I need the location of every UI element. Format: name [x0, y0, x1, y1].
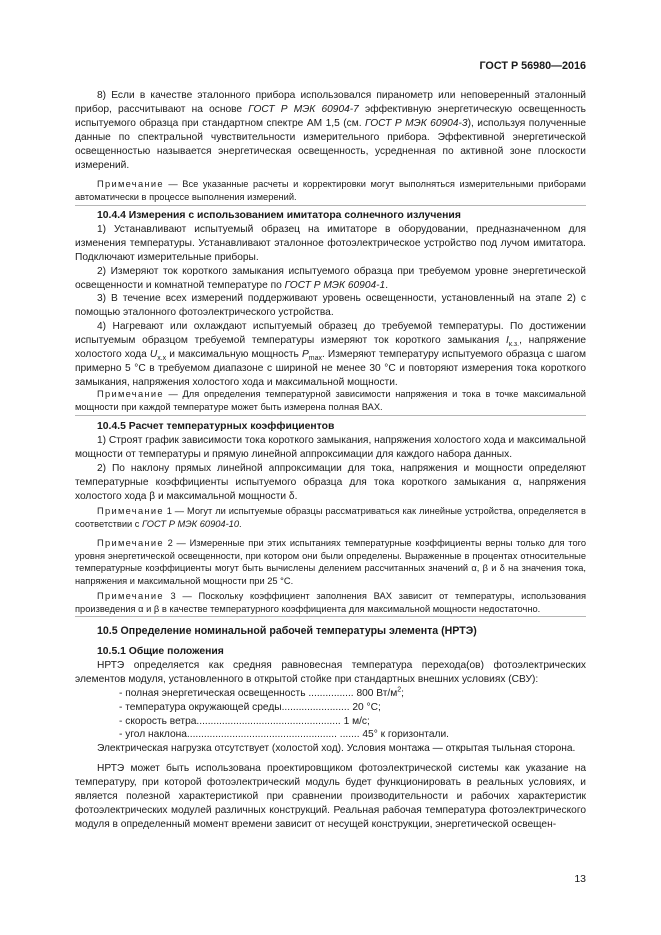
- paragraph-item-8: [75, 89, 586, 172]
- page-number: 13: [574, 873, 586, 885]
- list-item-value: 20 °С;: [349, 701, 381, 713]
- symbol-voc-sub: х.х: [157, 355, 167, 363]
- section-10-4-4: [75, 209, 586, 390]
- list-item-leader: ..................................................... .......: [186, 729, 360, 741]
- note-label: Примечание: [97, 506, 164, 516]
- s1044-item-4-text-d: . Измеряют температуру испытуемого образца с шагом примерно 5 °С в требуемом диапазоне с шириной не менее 30 °С и повторяют измерения тока короткого замыкания, напряжения холостого хода и максимальной мощности.: [75, 349, 587, 388]
- reference-gost-60904-1: ГОСТ Р МЭК 60904-1: [284, 279, 386, 291]
- note-full-iv-curve: [75, 388, 586, 413]
- item-8-text-a: 8) Если в качестве эталонного прибора использовался пиранометр или неповеренный эталонный прибор, рассчитывают на основе: [75, 90, 586, 115]
- symbol-pmax: P: [301, 349, 309, 361]
- note-label: Примечание: [97, 389, 164, 399]
- list-item-value: 1 м/с;: [340, 715, 370, 727]
- note-number: 1: [163, 506, 172, 516]
- list-item-label: - полная энергетическая освещенность: [119, 687, 309, 699]
- note-text: Измеренные при этих испытаниях температурные коэффициенты верны только для того уровня энергетической освещенности, при котором они были определены. Выраженные в процентах относительные температурные коэффициенты могут быть вычислены делением рассчитанных значений α, β и δ на значения тока, напряжения и максимальной мощности при 25 °С.: [75, 538, 586, 586]
- note-3-fill-factor: [75, 590, 586, 615]
- item-8-text-b: эффективную энергетическую освещенность испытуемого образца при стандартном спектре АМ 1,5 (см.: [75, 103, 586, 129]
- section-10-5-1: [75, 645, 586, 832]
- note-number: 2: [163, 538, 173, 548]
- note-number: 3: [163, 591, 176, 601]
- symbol-isc: I: [506, 335, 509, 347]
- reference-gost-60904-7: ГОСТ Р МЭК 60904-7: [248, 103, 359, 115]
- list-item: [75, 701, 586, 715]
- note-1-linear-devices: [75, 505, 586, 530]
- section-10-4-5-title: 10.4.5 Расчет температурных коэффициентов: [97, 421, 335, 432]
- document-id-header: ГОСТ Р 56980—2016: [479, 60, 586, 72]
- list-item-end: ;: [401, 687, 405, 699]
- note-dash: —: [172, 538, 190, 548]
- note-dash: —: [175, 591, 199, 601]
- list-item: [75, 687, 586, 701]
- section-10-5: [75, 625, 586, 639]
- s1051-paragraph-1: НРТЭ определяется как средняя равновесная температура перехода(ов) фотоэлектрических элементов модуля, установленного в открытой стойке при стандартных внешних условиях (СВУ):: [75, 659, 586, 685]
- s1051-paragraph-3: НРТЭ может быть использована проектировщиком фотоэлектрической системы как указание на температуру, при которой фотоэлектрический модуль будет функционировать в реальных условиях, и является полезной характеристикой при сравнении производительности и рабочих характеристик фотоэлектрических модулей различных конструкций. Реальная рабочая температура фотоэлектрического модуля в определенный момент времени зависит от несущей конструкции, энергетической освещен-: [75, 763, 586, 830]
- note-text: Могут ли испытуемые образцы рассматриваться как линейные устройства, определяется в соответствии с: [75, 506, 586, 529]
- s1044-item-4-text-b: , напряжение холостого хода: [75, 335, 586, 361]
- list-item-label: - скорость ветра: [119, 715, 197, 727]
- section-10-4-5: [75, 420, 586, 503]
- list-item-label: - угол наклона: [119, 729, 187, 741]
- list-item-value: 800 Вт/м: [353, 687, 398, 699]
- list-item-leader: ...................................................: [196, 715, 341, 727]
- reference-gost-60904-3: ГОСТ Р МЭК 60904-3: [365, 117, 468, 129]
- s1051-paragraph-2: Электрическая нагрузка отсутствует (холостой ход). Условия монтажа — открытая тыльная сторона.: [97, 743, 576, 755]
- list-item-label: - температура окружающей среды: [119, 701, 282, 713]
- list-item: [75, 728, 586, 742]
- s1045-item-2: 2) По наклону прямых линейной аппроксимации для тока, напряжения и мощности определяют температурные коэффициенты испытуемого образца для тока короткого замыкания α, напряжения холостого хода β и максимальной мощности δ.: [75, 462, 586, 502]
- conditions-list: [75, 687, 586, 743]
- section-divider: [75, 616, 586, 617]
- symbol-voc: U: [149, 349, 158, 361]
- note-text: Для определения температурной зависимости напряжения и тока в точке максимальной мощности при каждой температуре может быть измерена полная ВАХ.: [75, 389, 586, 412]
- reference-gost-60904-10: ГОСТ Р МЭК 60904-10: [142, 518, 240, 529]
- section-10-4-4-title: 10.4.4 Измерения с использованием имитатора солнечного излучения: [97, 210, 461, 221]
- section-10-5-title: 10.5 Определение номинальной рабочей температуры элемента (НРТЭ): [97, 625, 477, 637]
- note-label: Примечание: [97, 179, 164, 189]
- s1045-item-1: 1) Строят график зависимости тока короткого замыкания, напряжения холостого хода и максимальной мощности от температуры и прямую линейной аппроксимации для каждого набора данных.: [75, 434, 586, 460]
- symbol-isc-sub: к.з.: [508, 341, 520, 349]
- s1044-item-2: [75, 265, 586, 293]
- note-text: Все указанные расчеты и корректировки могут выполняться измерительными приборами автоматически в процессе выполнения измерений.: [75, 179, 586, 202]
- s1044-item-4: [75, 320, 586, 390]
- note-label: Примечание: [97, 591, 164, 601]
- list-item-leader: ........................: [281, 701, 350, 713]
- section-divider: [75, 205, 586, 206]
- s1044-item-2-text: 2) Измеряют ток короткого замыкания испытуемого образца при требуемом уровне энергетической освещенности и комнатной температуре по: [75, 265, 586, 291]
- list-item: [75, 715, 586, 729]
- s1044-item-4-text-c: и максимальную мощность: [166, 349, 302, 361]
- note-text-end: .: [239, 518, 242, 529]
- note-dash: —: [163, 389, 183, 399]
- s1044-item-1: 1) Устанавливают испытуемый образец на имитаторе в оборудовании, предназначенном для изменения температуры. Устанавливают эталонное фотоэлектрическое устройство под лучом имитатора. Подключают измерительные приборы.: [75, 223, 586, 263]
- list-item-leader: ................: [308, 687, 354, 699]
- s1044-item-4-text-a: 4) Нагревают или охлаждают испытуемый образец до требуемой температуры. По достижении испытуемым образцом требуемой температуры измеряют ток короткого замыкания: [75, 321, 586, 347]
- section-10-5-1-title: 10.5.1 Общие положения: [97, 646, 224, 657]
- note-2-temperature-coefficients: [75, 537, 586, 587]
- list-item-value: 45° к горизонтали.: [359, 729, 449, 741]
- list-item-sup: 2: [397, 686, 402, 694]
- note-label: Примечание: [97, 538, 164, 548]
- note-dash: —: [171, 506, 187, 516]
- note-automation: [75, 178, 586, 203]
- s1044-item-3: 3) В течение всех измерений поддерживают уровень освещенности, установленный на этапе 2) с помощью эталонного фотоэлектрического устройства.: [75, 293, 586, 319]
- symbol-pmax-sub: max: [308, 355, 322, 363]
- note-text: Поскольку коэффициент заполнения ВАХ зависит от температуры, использования произведения α и β в качестве температурного коэффициента для максимальной мощности недостаточно.: [75, 591, 586, 614]
- item-8-text-c: ), используя полученные данные по спектральной чувствительности измерительного прибора. Эффективной энергетической освещенностью называется энергетическая освещенность, усредненная по активной зоне плоскости измерений.: [75, 117, 586, 171]
- s1044-item-2-end: .: [385, 279, 389, 291]
- section-divider: [75, 415, 586, 416]
- note-dash: —: [163, 179, 183, 189]
